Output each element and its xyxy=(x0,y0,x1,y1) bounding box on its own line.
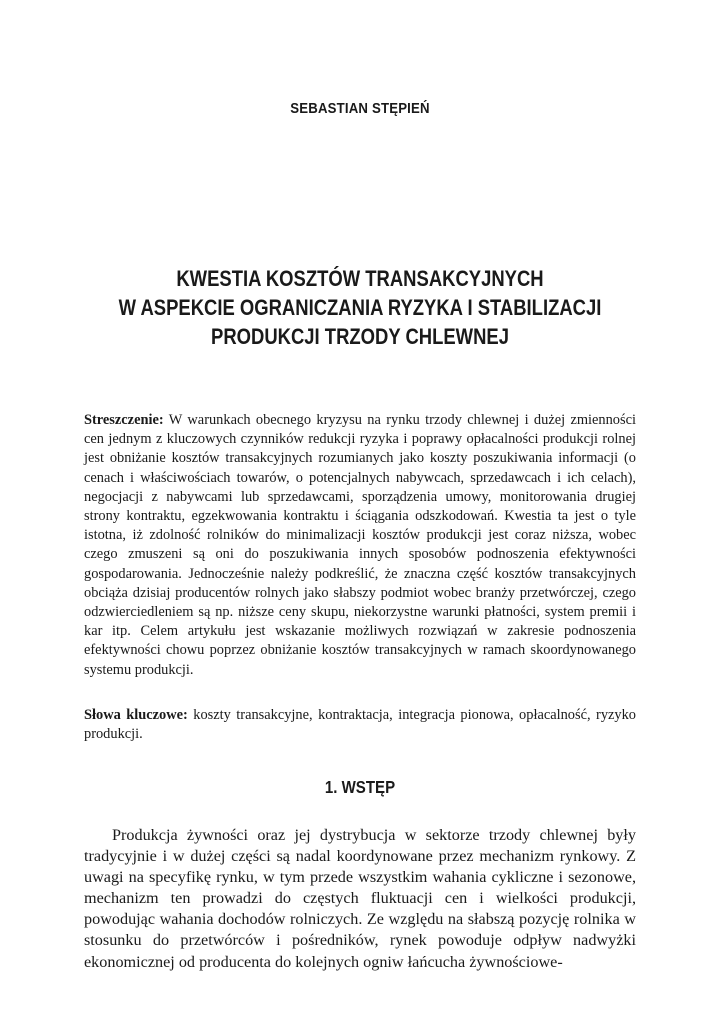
title-line-2: W ASPEKCIE OGRANICZANIA RYZYKA I STABILIZACJI xyxy=(118,295,602,320)
author-name: SEBASTIAN STĘPIEŃ xyxy=(290,100,430,117)
title-line-1: KWESTIA KOSZTÓW TRANSAKCYJNYCH xyxy=(176,266,544,291)
abstract-text: W warunkach obecnego kryzysu na rynku trzody chlewnej i dużej zmienności cen jednym z kluczowych czynników redukcji ryzyka i poprawy opłacalności produkcji rolnej jest obniżanie kosztów transakcyjnych rozumianych jako koszty poszukiwania informacji (o cenach i właściwościach towarów, o potencjalnych nabywcach, sprzedawcach i ich celach), negocjacji z nabywcami lub sprzedawcami, sporządzenia umowy, monitorowania drugiej strony kontraktu, egzekwowania kontraktu i ściągania odszkodowań. Kwestia ta jest o tyle istotna, iż zdolność rolników do minimalizacji kosztów produkcji jest coraz niższa, wobec czego zmuszeni są oni do poszukiwania innych sposobów podnoszenia efektywności gospodarowania. Jednocześnie należy podkreślić, że znaczna część kosztów transakcyjnych obciąża dzisiaj producentów rolnych jako słabszy podmiot wobec branży przetwórczej, czego odzwierciedleniem są np. niższe ceny skupu, niekorzystne warunki płatności, system premii i kar itp. Celem artykułu jest wskazanie możliwych rozwiązań w zakresie podnoszenia efektywności chowu poprzez obniżanie kosztów transakcyjnych w ramach skoordynowanego systemu produkcji. xyxy=(84,412,636,678)
abstract-label: Streszczenie: xyxy=(84,412,164,428)
keywords-text: koszty transakcyjne, kontraktacja, integracja pionowa, opłacalność, ryzyko produkcji. xyxy=(84,707,636,743)
article-title xyxy=(65,264,655,351)
intro-paragraph: Produkcja żywności oraz jej dystrybucja w sektorze trzody chlewnej były tradycyjnie i w dużej części są nadal koordynowane przez mechanizm rynkowy. Z uwagi na specyfikę rynku, w tym przede wszystkim wahania cykliczne i sezonowe, mechanizm ten prowadzi do częstych fluktuacji cen i wielkości produkcji, powodując wahania dochodów rolniczych. Ze względu na słabszą pozycję rolnika w stosunku do przetwórców i pośredników, rynek powoduje odpływ nadwyżki ekonomicznej od producenta do kolejnych ogniw łańcucha żywnościowe- xyxy=(84,826,636,971)
title-line-3: PRODUKCJI TRZODY CHLEWNEJ xyxy=(211,324,509,349)
abstract xyxy=(84,411,636,680)
section-heading: 1. WSTĘP xyxy=(324,777,396,797)
keywords xyxy=(84,706,636,744)
keywords-label: Słowa kluczowe: xyxy=(84,707,188,723)
